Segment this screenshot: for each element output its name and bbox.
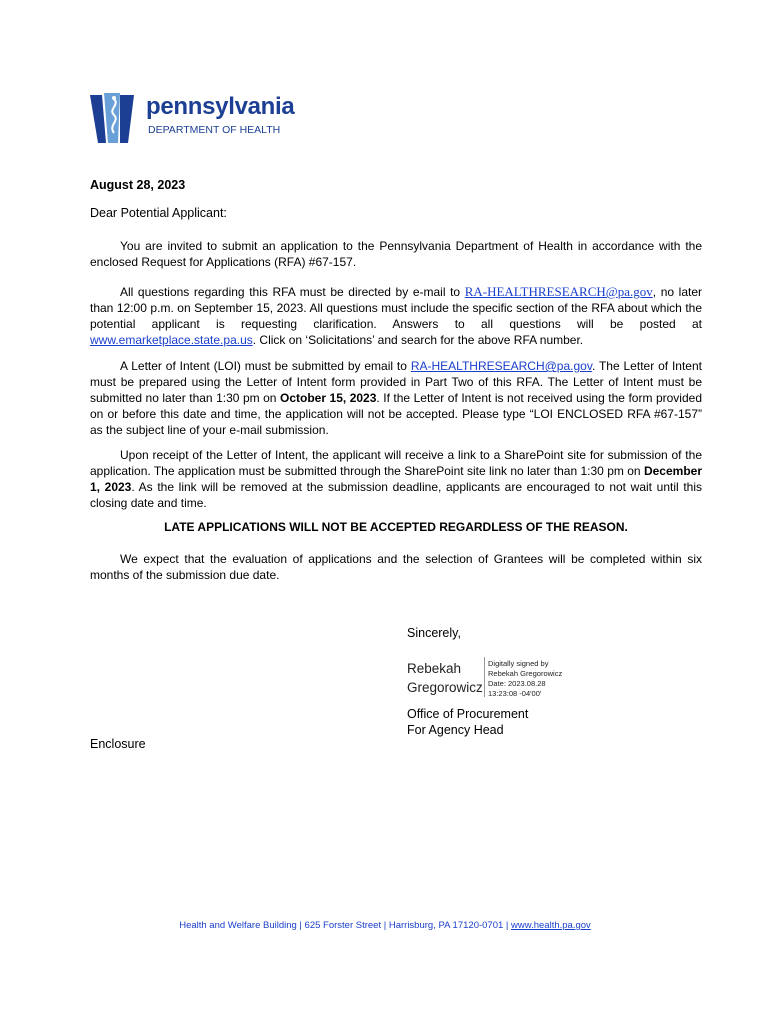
text: . As the link will be removed at the submission deadline, applicants are encouraged to not wait until this closing date and time.	[90, 480, 702, 510]
logo-wordmark: pennsylvania	[146, 93, 295, 120]
text: . If the Letter of Intent is not received using the form provided on or before this date and time, the application will not be accepted. Please type “LOI ENCLOSED RFA #67-157” as the subject line of your e-mail submission.	[90, 391, 702, 437]
paragraph-submission	[90, 447, 702, 511]
signer-office	[407, 706, 528, 738]
email-link[interactable]: RA-HEALTHRESEARCH@pa.gov	[410, 359, 592, 373]
paragraph-questions	[90, 284, 702, 348]
sig-line: Rebekah Gregorowicz	[488, 669, 563, 678]
emarketplace-link[interactable]: www.emarketplace.state.pa.us	[90, 333, 253, 347]
loi-deadline: October 15, 2023	[280, 391, 377, 405]
closing: Sincerely,	[407, 626, 461, 640]
pa-health-logo	[90, 93, 300, 145]
email-link[interactable]: RA-HEALTHRESEARCH@pa.gov	[464, 284, 653, 299]
text: Upon receipt of the Letter of Intent, the applicant will receive a link to a SharePoint site for submission of the application. The application must be submitted through the SharePoint site link no later than 1:30 pm on	[90, 448, 702, 478]
footer-address: Health and Welfare Building | 625 Forster Street | Harrisburg, PA 17120-0701 |	[179, 920, 512, 931]
office-line: For Agency Head	[407, 723, 504, 737]
sig-line: Date: 2023.08.28	[488, 679, 546, 688]
digital-signature-details	[488, 659, 562, 699]
paragraph-invitation: You are invited to submit an application to the Pennsylvania Department of Health in accordance with the enclosed Request for Applications (RFA) #67-157.	[90, 239, 702, 269]
office-line: Office of Procurement	[407, 707, 529, 721]
text: . Click on ‘Solicitations’ and search for the above RFA number.	[252, 333, 584, 347]
enclosure-note: Enclosure	[90, 737, 146, 751]
sig-line: 13:23:08 -04'00'	[488, 689, 542, 698]
submission-deadline: December 1, 2023	[90, 464, 702, 494]
salutation: Dear Potential Applicant:	[90, 206, 227, 220]
footer	[0, 920, 770, 931]
signature-name	[407, 659, 489, 697]
late-applications-warning: LATE APPLICATIONS WILL NOT BE ACCEPTED REGARDLESS OF THE REASON.	[164, 520, 628, 534]
logo-subtitle: DEPARTMENT OF HEALTH	[148, 124, 281, 136]
sig-line: Digitally signed by	[488, 659, 549, 668]
signature-divider	[484, 657, 485, 697]
paragraph-evaluation: We expect that the evaluation of applications and the selection of Grantees will be completed within six months of the submission due date.	[90, 552, 702, 582]
health-website-link[interactable]: www.health.pa.gov	[511, 920, 591, 931]
text: All questions regarding this RFA must be directed by e-mail to	[120, 285, 465, 299]
paragraph-letter-of-intent	[90, 358, 702, 438]
text: , no later than 12:00 p.m. on September 15, 2023. All questions must include the specific section of the RFA about which the potential applicant is requesting clarification. Answers to all questions will be posted at	[90, 285, 702, 331]
letter-date: August 28, 2023	[90, 178, 186, 192]
signature-last-name: Gregorowicz	[407, 680, 483, 695]
text: . The Letter of Intent must be prepared using the Letter of Intent form provided in Part Two of this RFA. The Letter of Intent must be submitted no later than 1:30 pm on	[90, 359, 702, 405]
keystone-icon	[90, 93, 144, 145]
text: A Letter of Intent (LOI) must be submitted by email to	[120, 359, 411, 373]
signature-first-name: Rebekah	[407, 661, 462, 676]
